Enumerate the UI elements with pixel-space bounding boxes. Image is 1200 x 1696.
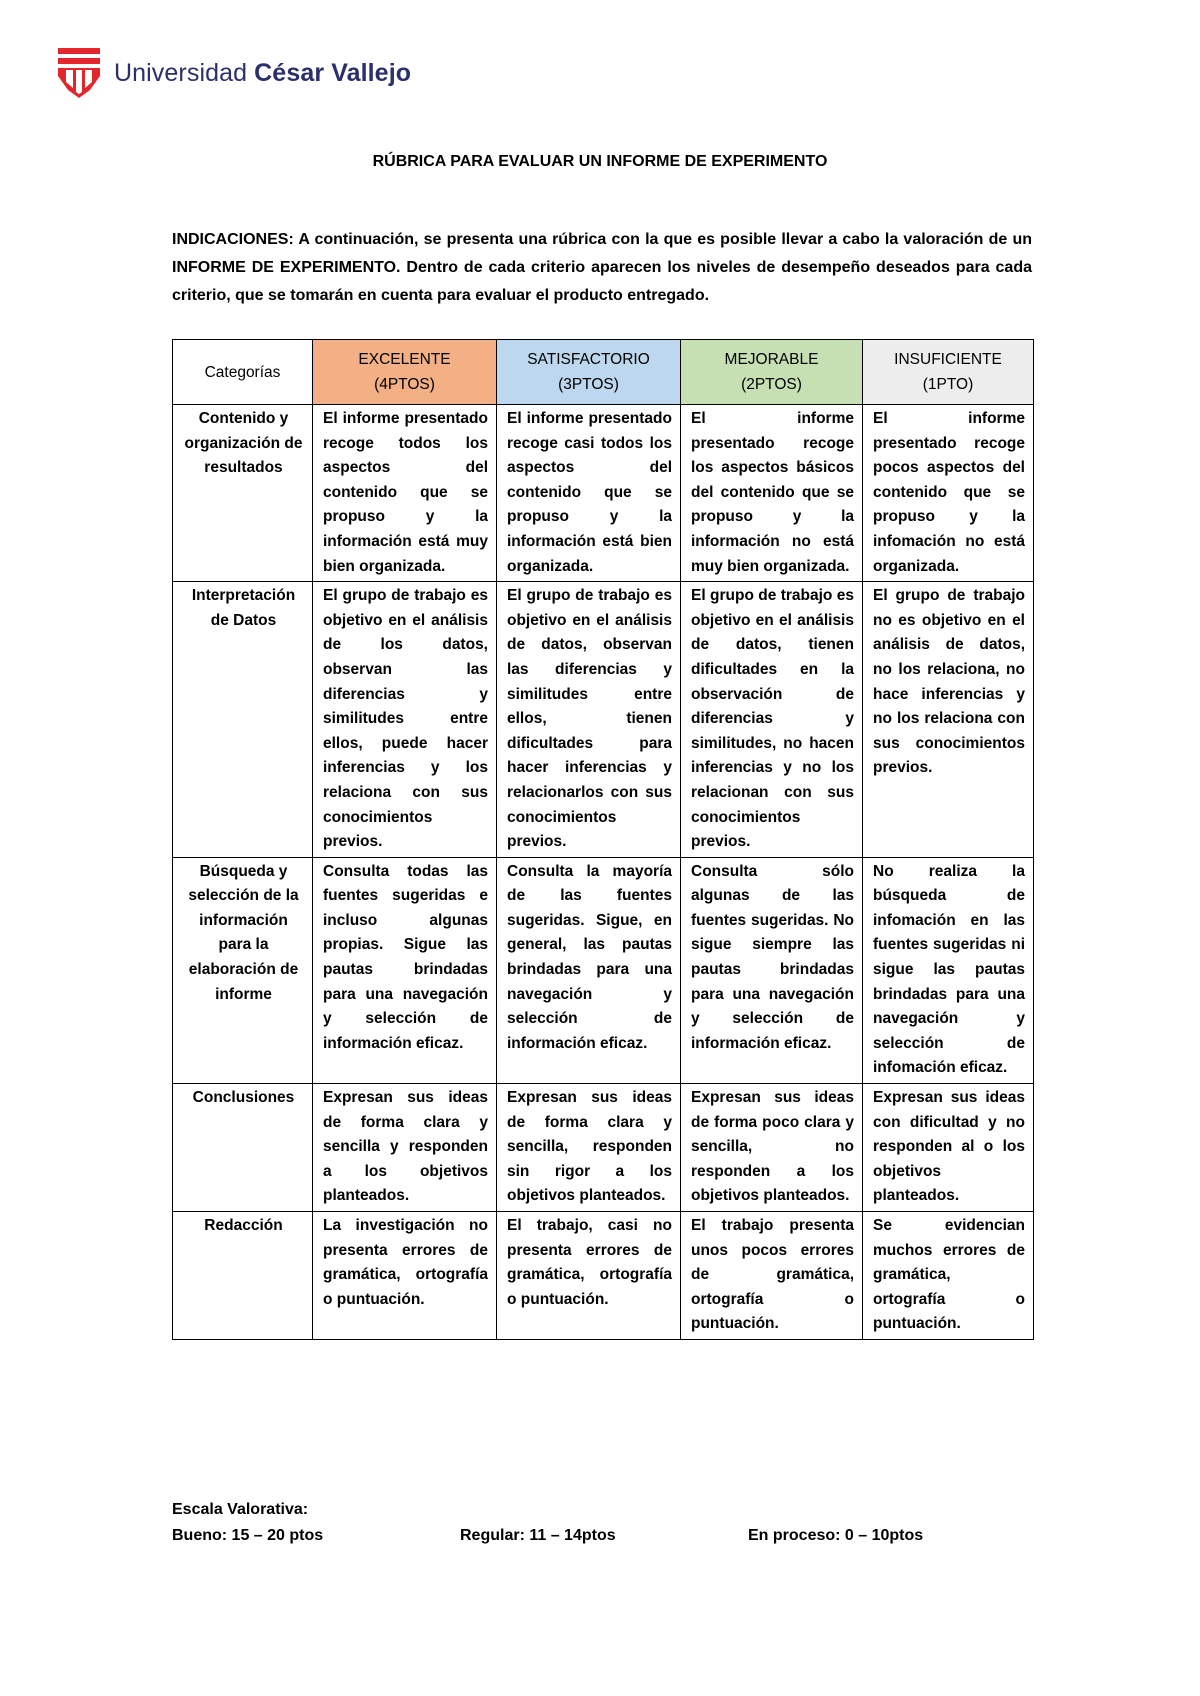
- header-satisfactorio: SATISFACTORIO (3PTOS): [497, 340, 681, 405]
- row-category: Contenido y organización de resultados: [173, 405, 313, 582]
- scale-en-proceso: En proceso: 0 – 10ptos: [748, 1527, 924, 1544]
- row-category: Búsqueda y selección de la información para la elaboración de informe: [173, 857, 313, 1083]
- university-logo: [56, 44, 411, 102]
- university-name: Universidad César Vallejo: [114, 58, 412, 87]
- cell-excelente: El informe presentado recoge todos los aspectos del contenido que se propuso y la información está muy bien organizada.: [313, 405, 497, 582]
- cell-satisfactorio: El informe presentado recoge casi todos los aspectos del contenido que se propuso y la información está bien organizada.: [497, 405, 681, 582]
- scale-regular: Regular: 11 – 14ptos: [460, 1527, 616, 1544]
- indications-paragraph: INDICACIONES: A continuación, se presenta una rúbrica con la que es posible llevar a cabo la valoración de un INFORME DE EXPERIMENTO. Dentro de cada criterio aparecen los niveles de desempeño deseados para cada criterio, que se tomarán en cuenta para evaluar el producto entregado.: [172, 231, 1032, 304]
- cell-insuficiente: No realiza la búsqueda de infomación en las fuentes sugeridas ni sigue las pautas brindadas para una navegación y selección de infomación eficaz.: [863, 857, 1034, 1083]
- cell-excelente: Expresan sus ideas de forma clara y sencilla y responden a los objetivos planteados.: [313, 1084, 497, 1212]
- cell-satisfactorio: Consulta la mayoría de las fuentes sugeridas. Sigue, en general, las pautas brindadas para una navegación y selección de información eficaz.: [497, 857, 681, 1083]
- cell-mejorable: El informe presentado recoge los aspectos básicos del contenido que se propuso y la información no está muy bien organizada.: [681, 405, 863, 582]
- header-insuficiente: INSUFICIENTE (1PTO): [863, 340, 1034, 405]
- header-categorias: Categorías: [173, 340, 313, 405]
- cell-excelente: El grupo de trabajo es objetivo en el análisis de los datos, observan las diferencias y similitudes entre ellos, puede hacer inferencias y los relaciona con sus conocimientos previos.: [313, 582, 497, 858]
- cell-insuficiente: El grupo de trabajo no es objetivo en el análisis de datos, no los relaciona, no hace inferencias y no los relaciona con sus conocimientos previos.: [863, 582, 1034, 858]
- cell-mejorable: El grupo de trabajo es objetivo en el análisis de datos, tienen dificultades en la observación de diferencias y similitudes, no hacen inferencias y no los relacionan con sus conocimientos previos.: [681, 582, 863, 858]
- cell-mejorable: El trabajo presenta unos pocos errores de gramática, ortografía o puntuación.: [681, 1212, 863, 1340]
- cell-excelente: La investigación no presenta errores de gramática, ortografía o puntuación.: [313, 1212, 497, 1340]
- table-row: [173, 1212, 1034, 1340]
- rubric-table: [172, 339, 1034, 1340]
- table-row: [173, 857, 1034, 1083]
- university-shield-icon: [56, 46, 102, 100]
- cell-insuficiente: Expresan sus ideas con dificultad y no responden al o los objetivos planteados.: [863, 1084, 1034, 1212]
- cell-satisfactorio: El trabajo, casi no presenta errores de gramática, ortografía o puntuación.: [497, 1212, 681, 1340]
- table-row: [173, 405, 1034, 582]
- header-row: [173, 340, 1034, 405]
- cell-mejorable: Consulta sólo algunas de las fuentes sugeridas. No sigue siempre las pautas brindadas para una navegación y selección de información eficaz.: [681, 857, 863, 1083]
- cell-satisfactorio: Expresan sus ideas de forma clara y sencilla, responden sin rigor a los objetivos planteados.: [497, 1084, 681, 1212]
- header-excelente: EXCELENTE (4PTOS): [313, 340, 497, 405]
- row-category: Redacción: [173, 1212, 313, 1340]
- row-category: Interpretación de Datos: [173, 582, 313, 858]
- scale-levels: [172, 1523, 1032, 1549]
- table-row: [173, 582, 1034, 858]
- cell-insuficiente: Se evidencian muchos errores de gramática, ortografía o puntuación.: [863, 1212, 1034, 1340]
- document-title: RÚBRICA PARA EVALUAR UN INFORME DE EXPERIMENTO: [372, 153, 828, 170]
- cell-insuficiente: El informe presentado recoge pocos aspectos del contenido que se propuso y la infomación no está organizada.: [863, 405, 1034, 582]
- cell-excelente: Consulta todas las fuentes sugeridas e incluso algunas propias. Sigue las pautas brindadas para una navegación y selección de información eficaz.: [313, 857, 497, 1083]
- scale-bueno: Bueno: 15 – 20 ptos: [172, 1527, 324, 1544]
- header-mejorable: MEJORABLE (2PTOS): [681, 340, 863, 405]
- table-row: [173, 1084, 1034, 1212]
- scale-title: Escala Valorativa:: [172, 1501, 309, 1518]
- cell-mejorable: Expresan sus ideas de forma poco clara y sencilla, no responden a los objetivos planteados.: [681, 1084, 863, 1212]
- rating-scale: [172, 1497, 1032, 1549]
- cell-satisfactorio: El grupo de trabajo es objetivo en el análisis de datos, observan las diferencias y similitudes entre ellos, tienen dificultades para hacer inferencias y relacionarlos con sus conocimientos previos.: [497, 582, 681, 858]
- row-category: Conclusiones: [173, 1084, 313, 1212]
